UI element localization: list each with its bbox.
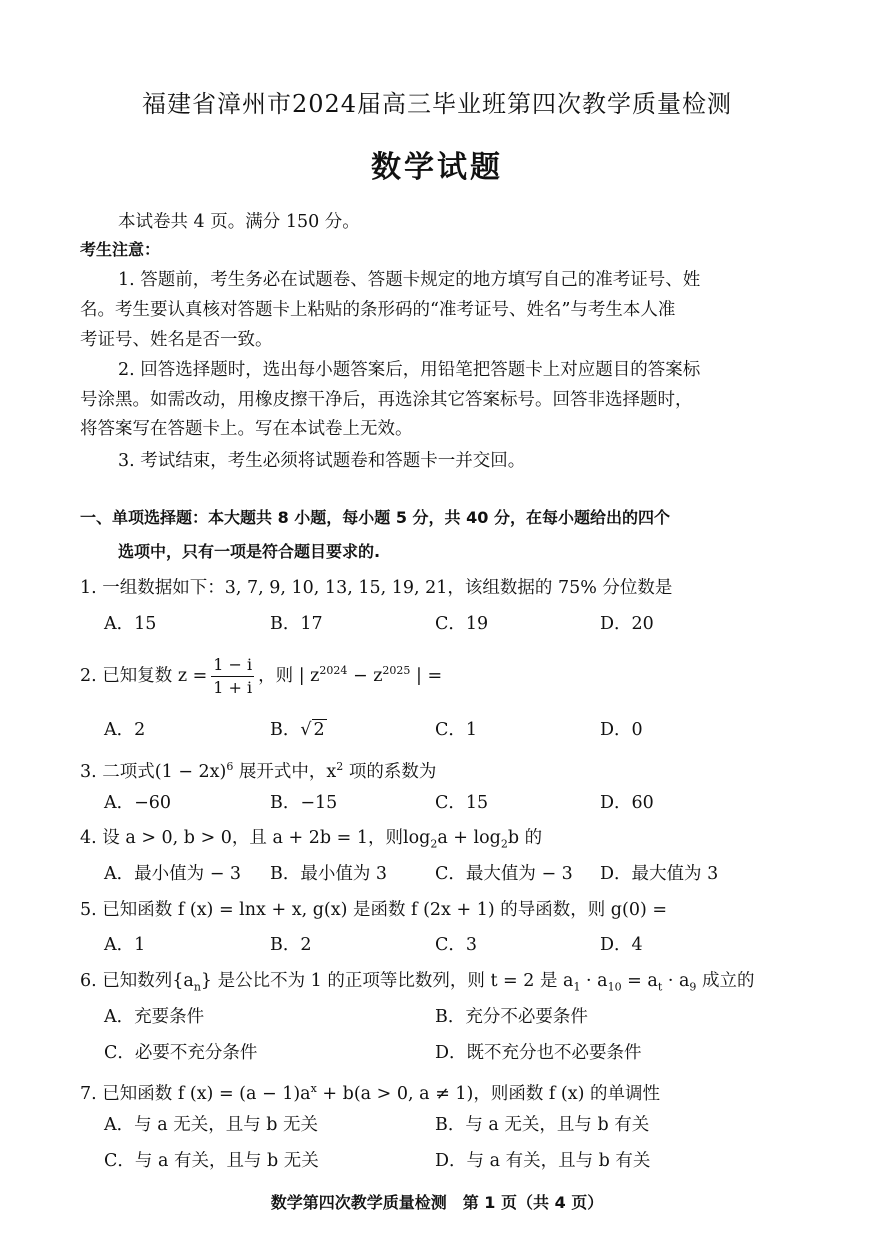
subscript: t	[657, 980, 663, 994]
sqrt-sign: √	[300, 720, 312, 740]
option-b-label: B．	[270, 720, 301, 740]
exponent: 2	[336, 760, 344, 773]
option-b	[270, 720, 327, 740]
option-b: B．2	[270, 935, 312, 955]
q2-stem-post: ，则 | z	[258, 665, 320, 686]
q4-stem-post: b 的	[507, 828, 543, 848]
question-2-stem	[80, 650, 442, 697]
note-line: 号涂黑。如需改动，用橡皮擦干净后，再选涂其它答案标号。回答非选择题时，	[80, 390, 693, 410]
note-line: 考证号、姓名是否一致。	[80, 330, 273, 350]
exponent: 2024	[319, 664, 348, 677]
option-a: A．1	[104, 935, 146, 955]
option-c: C．19	[435, 614, 489, 634]
q7-pre: 7. 已知函数 f (x) = (a − 1)a	[80, 1083, 311, 1104]
subscript: n	[193, 980, 201, 994]
section-heading: 一、单项选择题：本大题共 8 小题，每小题 5 分，共 40 分，在每小题给出的四个	[80, 508, 670, 527]
exponent: x	[310, 1082, 317, 1095]
note-line: 1. 答题前，考生务必在试题卷、答题卡规定的地方填写自己的准考证号、姓	[118, 270, 701, 290]
question-5-stem: 5. 已知函数 f (x) = lnx + x, g(x) 是函数 f (2x + 1) 的导函数，则 g(0) =	[80, 900, 668, 920]
numerator: 1 − i	[211, 656, 254, 677]
section-heading-cont: 选项中，只有一项是符合题目要求的.	[118, 542, 381, 561]
page-footer: 数学第四次教学质量检测 第 1 页（共 4 页）	[270, 1193, 604, 1212]
note-line: 2. 回答选择题时，选出每小题答案后，用铅笔把答题卡上对应题目的答案标	[118, 360, 701, 380]
option-d: D．既不充分也不必要条件	[435, 1043, 642, 1063]
option-c: C．必要不充分条件	[104, 1043, 258, 1063]
q2-stem-pre: 2. 已知复数 z =	[80, 665, 208, 686]
q3-stem-pre: 3. 二项式(1 − 2x)	[80, 761, 227, 782]
option-a: A．与 a 无关，且与 b 无关	[104, 1115, 319, 1135]
option-a: A．2	[104, 720, 146, 740]
q4-stem-pre: 4. 设 a > 0, b > 0，且 a + 2b = 1，则log	[80, 828, 431, 848]
q2-mid: − z	[347, 665, 383, 686]
question-1-stem: 1. 一组数据如下：3, 7, 9, 10, 13, 15, 19, 21，该组数据的 75% 分位数是	[80, 578, 673, 598]
option-d: D．20	[600, 614, 654, 634]
option-c: C．15	[435, 793, 489, 813]
q6-b: · a	[580, 971, 608, 991]
option-b: B．与 a 无关，且与 b 有关	[435, 1115, 650, 1135]
fraction	[211, 656, 254, 697]
option-a: A．−60	[104, 793, 172, 813]
option-b: B．充分不必要条件	[435, 1007, 588, 1027]
option-d: D．与 a 有关，且与 b 有关	[435, 1151, 651, 1171]
pages-score: 本试卷共 4 页。满分 150 分。	[118, 212, 360, 232]
note-line: 3. 考试结束，考生必须将试题卷和答题卡一并交回。	[118, 451, 526, 471]
exponent: 2025	[382, 664, 411, 677]
question-6-stem	[80, 971, 754, 998]
note-line: 名。考生要认真核对答题卡上粘贴的条形码的“准考证号、姓名”与考生本人准	[80, 300, 676, 320]
option-d: D．0	[600, 720, 643, 740]
question-4-stem	[80, 828, 542, 855]
question-3-stem	[80, 757, 436, 782]
option-a: A．15	[104, 614, 157, 634]
q3-stem-post: 项的系数为	[343, 761, 437, 782]
option-b: B．17	[270, 614, 323, 634]
subject-title: 数学试题	[371, 150, 503, 185]
q6-a: } 是公比不为 1 的正项等比数列，则 t = 2 是 a	[200, 971, 574, 991]
option-c: C．3	[435, 935, 478, 955]
option-c: C．最大值为 − 3	[435, 864, 573, 884]
subscript: 2	[500, 837, 508, 851]
q6-d: · a	[662, 971, 690, 991]
option-c: C．与 a 有关，且与 b 无关	[104, 1151, 319, 1171]
exam-title: 福建省漳州市2024届高三毕业班第四次教学质量检测	[141, 90, 733, 118]
notice-heading: 考生注意：	[80, 240, 161, 259]
note-line: 将答案写在答题卡上。写在本试卷上无效。	[80, 419, 413, 439]
option-c: C．1	[435, 720, 478, 740]
option-d: D．最大值为 3	[600, 864, 719, 884]
option-b: B．−15	[270, 793, 338, 813]
q2-end: | =	[410, 665, 443, 686]
q7-post: + b(a > 0, a ≠ 1)，则函数 f (x) 的单调性	[316, 1083, 661, 1104]
subscript: 2	[430, 837, 438, 851]
subscript: 1	[573, 980, 581, 994]
option-d: D．4	[600, 935, 643, 955]
option-a: A．充要条件	[104, 1007, 205, 1027]
exponent: 6	[226, 760, 234, 773]
denominator: 1 + i	[213, 677, 253, 697]
sqrt-value: 2	[313, 720, 325, 740]
question-7-stem	[80, 1079, 660, 1104]
subscript: 10	[607, 980, 622, 994]
q4-mid: a + log	[437, 828, 501, 848]
q3-stem-mid: 展开式中，x	[233, 761, 337, 782]
q6-c: = a	[621, 971, 658, 991]
option-d: D．60	[600, 793, 654, 813]
q6-post: 成立的	[696, 971, 755, 991]
option-b: B．最小值为 3	[270, 864, 388, 884]
option-a: A．最小值为 − 3	[104, 864, 242, 884]
q6-pre: 6. 已知数列{a	[80, 971, 194, 991]
subscript: 9	[689, 980, 697, 994]
